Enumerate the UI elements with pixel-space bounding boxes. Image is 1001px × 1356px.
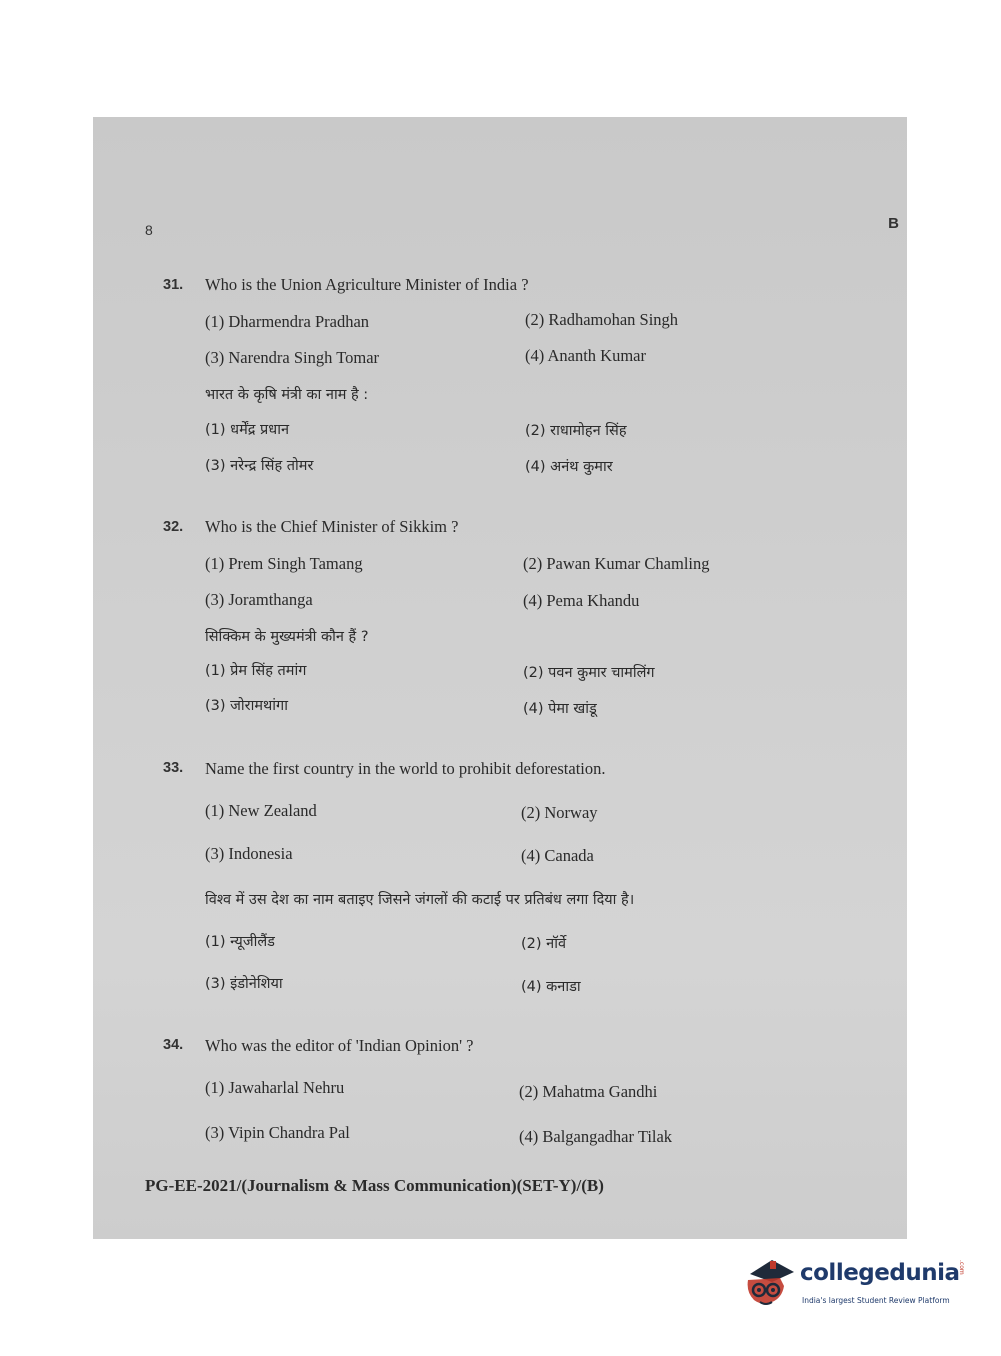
mascot-icon	[742, 1252, 800, 1312]
hindi-option-1: (1) धर्मेंद्र प्रधान	[205, 422, 290, 438]
collegedunia-logo	[742, 1252, 972, 1312]
brand-name: collegedunia	[800, 1260, 960, 1286]
brand-tagline: India's largest Student Review Platform	[802, 1296, 950, 1305]
paper-footer-code: PG-EE-2021/(Journalism & Mass Communication)(SET-Y)/(B)	[145, 1176, 604, 1195]
question-number: 33.	[163, 760, 184, 776]
option-3: (3) Vipin Chandra Pal	[205, 1123, 350, 1142]
hindi-question-text: विश्व में उस देश का नाम बताइए जिसने जंगलों की कटाई पर प्रतिबंध लगा दिया है।	[205, 892, 635, 908]
page-number: 8	[145, 222, 153, 238]
hindi-option-3: (3) नरेन्द्र सिंह तोमर	[205, 458, 314, 474]
question-number: 32.	[163, 519, 184, 535]
option-4: (4) Ananth Kumar	[525, 346, 646, 365]
option-2: (2) Mahatma Gandhi	[519, 1082, 658, 1101]
question-paper-photo	[93, 117, 907, 1239]
hindi-option-2: (2) राधामोहन सिंह	[525, 423, 627, 439]
question-number: 34.	[163, 1037, 184, 1053]
option-3: (3) Joramthanga	[205, 590, 313, 609]
question-text: Who is the Union Agriculture Minister of India ?	[205, 275, 529, 294]
question-text: Who was the editor of 'Indian Opinion' ?	[205, 1036, 474, 1055]
hindi-option-1: (1) न्यूजीलैंड	[205, 934, 275, 950]
option-4: (4) Balgangadhar Tilak	[519, 1127, 673, 1146]
option-3: (3) Narendra Singh Tomar	[205, 348, 380, 367]
option-1: (1) Dharmendra Pradhan	[205, 312, 370, 331]
hindi-option-3: (3) इंडोनेशिया	[205, 976, 283, 992]
hindi-option-1: (1) प्रेम सिंह तमांग	[205, 663, 307, 679]
option-4: (4) Pema Khandu	[523, 591, 640, 610]
option-2: (2) Norway	[521, 803, 598, 822]
hindi-question-text: भारत के कृषि मंत्री का नाम है :	[205, 387, 369, 403]
hindi-option-4: (4) पेमा खांडू	[523, 701, 597, 717]
hindi-option-3: (3) जोरामथांगा	[205, 698, 288, 714]
question-text: Who is the Chief Minister of Sikkim ?	[205, 517, 459, 536]
hindi-option-4: (4) अनंथ कुमार	[525, 459, 613, 475]
option-1: (1) Jawaharlal Nehru	[205, 1078, 345, 1097]
option-2: (2) Radhamohan Singh	[525, 310, 679, 329]
hindi-option-2: (2) नॉर्वे	[521, 936, 567, 952]
option-3: (3) Indonesia	[205, 844, 293, 863]
question-number: 31.	[163, 277, 184, 293]
question-text: Name the first country in the world to prohibit deforestation.	[205, 759, 606, 778]
set-letter: B	[888, 215, 899, 232]
option-1: (1) Prem Singh Tamang	[205, 554, 363, 573]
hindi-question-text: सिक्किम के मुख्यमंत्री कौन हैं ?	[205, 629, 369, 645]
hindi-option-2: (2) पवन कुमार चामलिंग	[523, 665, 655, 681]
option-2: (2) Pawan Kumar Chamling	[523, 554, 710, 573]
brand-suffix: .com	[958, 1260, 965, 1275]
hindi-option-4: (4) कनाडा	[521, 979, 581, 995]
option-4: (4) Canada	[521, 846, 594, 865]
option-1: (1) New Zealand	[205, 801, 317, 820]
